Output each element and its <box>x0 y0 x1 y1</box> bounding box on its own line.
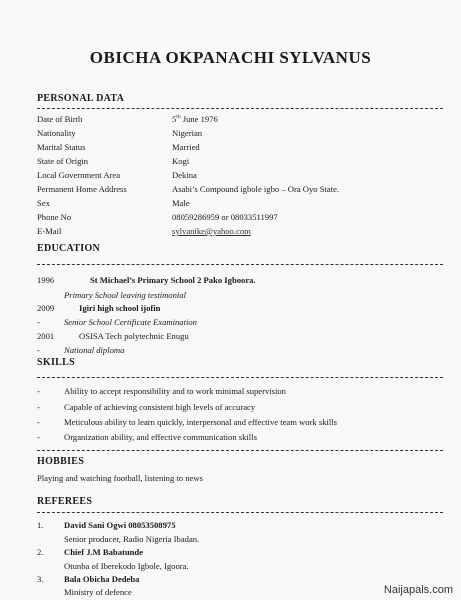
skill-bullet: - <box>37 402 40 412</box>
referee-number: 3. <box>37 574 44 584</box>
referee-detail: Senior producer, Radio Nigeria Ibadan. <box>64 534 200 544</box>
education-certificate: Primary School leaving testimonial <box>64 290 186 300</box>
lga-value: Dekina <box>172 170 197 180</box>
divider <box>37 264 443 265</box>
divider <box>37 512 443 513</box>
hobbies-heading: HOBBIES <box>37 456 85 467</box>
dob-label: Date of Birth <box>37 114 83 124</box>
education-year: 2009 <box>37 303 55 313</box>
address-value: Asabi’s Compound igbole igbo – Ora Oyo State. <box>172 184 340 194</box>
skill-item: Organization ability, and effective communication skills <box>64 432 257 442</box>
document-title: OBICHA OKPANACHI SYLVANUS <box>89 48 372 67</box>
state-of-origin-label: State of Origin <box>37 156 89 166</box>
nationality-value: Nigerian <box>172 128 203 138</box>
skill-bullet: - <box>37 432 40 442</box>
email-link[interactable]: sylvanike@yahoo.com <box>172 226 251 236</box>
education-school: St Michael’s Primary School 2 Pako Igboora. <box>90 275 256 285</box>
referee-name: Chief J.M Babatunde <box>64 547 144 557</box>
referee-number: 1. <box>37 520 44 530</box>
marital-status-label: Marital Status <box>37 142 86 152</box>
skill-item: Capable of achieving consistent high levels of accuracy <box>64 402 256 412</box>
education-school: Igiri high school ijofin <box>79 303 161 313</box>
dob-value: 5th June 1976 <box>172 114 218 124</box>
education-certificate: National diploma <box>64 345 125 355</box>
skill-bullet: - <box>37 386 40 396</box>
phone-value: 08059286959 or 08033511997 <box>172 212 278 222</box>
skill-item: Meticulous ability to learn quickly, interpersonal and effective team work skills <box>64 417 338 427</box>
state-of-origin-value: Kogi <box>172 156 190 166</box>
education-dash: - <box>37 317 40 327</box>
sex-label: Sex <box>37 198 50 208</box>
referee-name: Bala Obicha Dedeba <box>64 574 140 584</box>
address-label: Permanent Home Address <box>37 184 127 194</box>
marital-status-value: Married <box>172 142 200 152</box>
sex-value: Male <box>172 198 190 208</box>
watermark: Naijapals.com <box>383 584 453 596</box>
referee-number: 2. <box>37 547 44 557</box>
education-year: 1996 <box>37 275 55 285</box>
education-school: OSISA Tech polytechnic Enugu <box>79 331 189 341</box>
phone-label: Phone No <box>37 212 72 222</box>
hobbies-text: Playing and watching football, listening to news <box>37 473 203 483</box>
skill-item: Ability to accept responsibility and to work minimal supervision <box>64 386 286 396</box>
referee-name: David Sani Ogwi 08053508975 <box>64 520 176 530</box>
email-label: E-Mail <box>37 226 62 236</box>
education-year: 2001 <box>37 331 55 341</box>
divider <box>37 450 443 451</box>
education-dash: - <box>37 345 40 355</box>
referee-detail: Otunba of Iberekodo Igbole, Igoora. <box>64 561 189 571</box>
lga-label: Local Government Area <box>37 170 121 180</box>
education-heading: EDUCATION <box>37 243 101 254</box>
skills-heading: SKILLS <box>37 357 75 368</box>
referees-heading: REFEREES <box>37 496 93 507</box>
divider <box>37 108 443 109</box>
education-certificate: Senior School Certificate Examination <box>64 317 197 327</box>
nationality-label: Nationality <box>37 128 76 138</box>
divider <box>37 377 443 378</box>
personal-data-heading: PERSONAL DATA <box>37 93 125 104</box>
skill-bullet: - <box>37 417 40 427</box>
referee-detail: Ministry of defence <box>64 587 132 597</box>
